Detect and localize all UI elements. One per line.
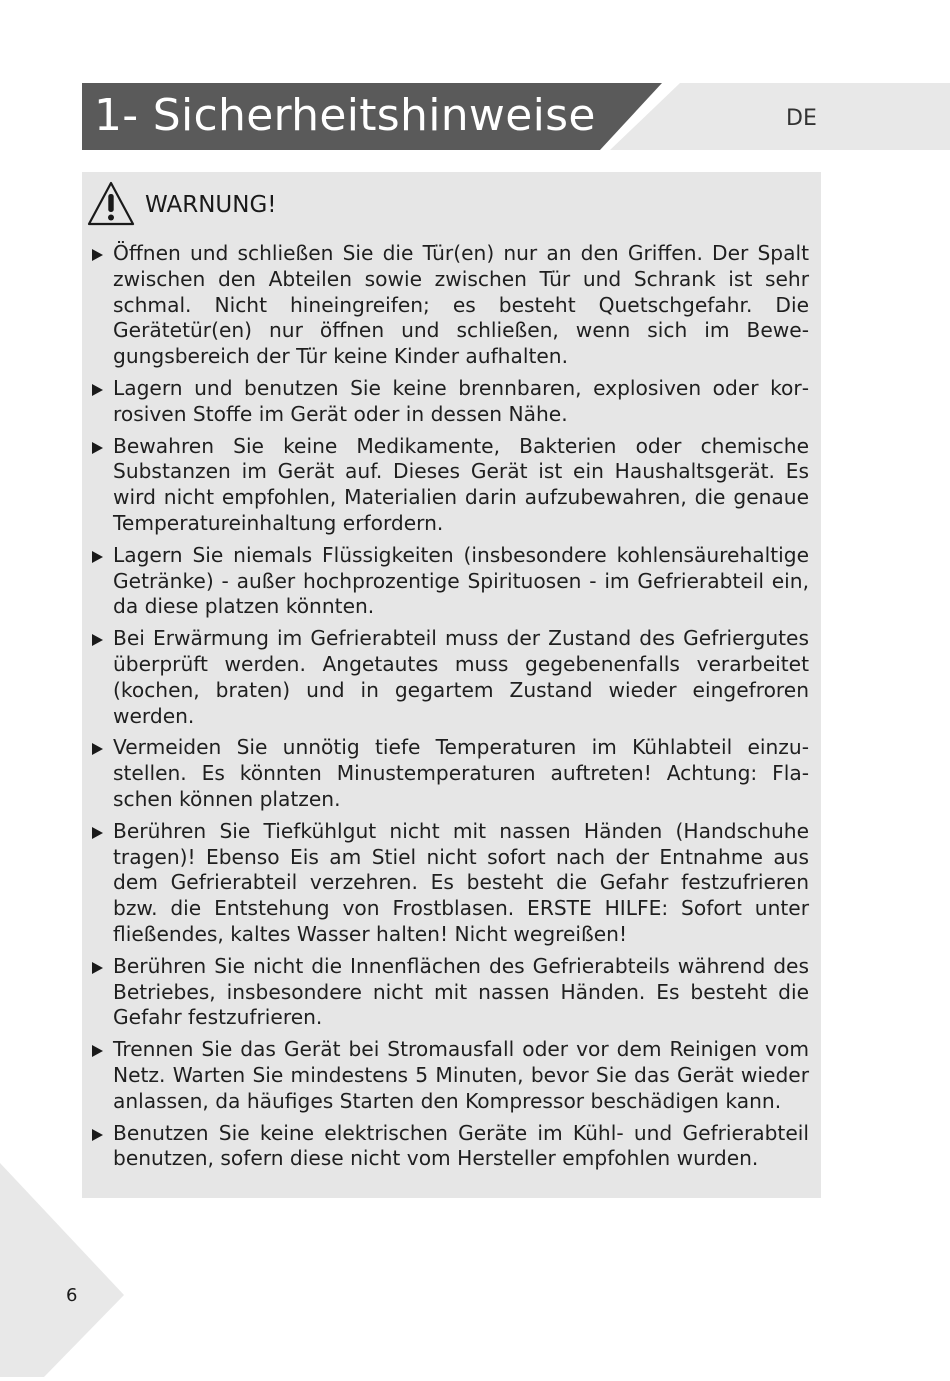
list-item xyxy=(92,819,809,948)
warning-triangle-icon xyxy=(86,180,136,228)
list-item-text: Lagern und benutzen Sie keine brennbaren, explosiven oder korrosiven Stoffe im Gerät oder in dessen Nähe. xyxy=(113,375,809,426)
bullet-icon xyxy=(92,249,103,261)
bullet-icon xyxy=(92,827,103,839)
bullet-icon xyxy=(92,551,103,563)
list-item-text: Öffnen und schließen Sie die Tür(en) nur an den Griffen. Der Spalt zwischen den Abteilen sowie zwischen Tür und Schrank ist sehr schmal. Nicht hineingreifen; es besteht Quetschgefahr. Die Gerätetür(en) nur öffnen und schließen, wenn sich im Bewegungsbereich der Tür keine Kinder aufhalten. xyxy=(113,241,809,369)
bullet-icon xyxy=(92,384,103,396)
list-item xyxy=(92,434,809,537)
list-item-text: Vermeiden Sie unnötig tiefe Temperaturen im Kühlabteil einzustellen. Es könnten Minustemperaturen auftreten! Achtung: Flaschen können platzen. xyxy=(113,735,809,811)
bullet-icon xyxy=(92,442,103,454)
bullet-icon xyxy=(92,962,103,974)
page-title: 1- Sicherheitshinweise xyxy=(94,90,596,141)
warning-title: WARNUNG! xyxy=(145,192,277,218)
list-item xyxy=(92,954,809,1031)
bullet-icon xyxy=(92,1129,103,1141)
bullet-icon xyxy=(92,634,103,646)
list-item xyxy=(92,626,809,729)
list-item xyxy=(92,376,809,428)
section-header-bar xyxy=(82,83,662,150)
language-label: DE xyxy=(786,106,817,131)
list-item xyxy=(92,241,809,370)
list-item xyxy=(92,543,809,620)
page-corner-shape xyxy=(0,1163,124,1377)
warning-list xyxy=(92,241,809,1178)
language-tab xyxy=(610,83,950,150)
list-item-text: Berühren Sie Tiefkühlgut nicht mit nassen Händen (Handschuhe tragen)! Ebenso Eis am Stiel nicht sofort nach der Entnahme aus dem Gefrierabteil verzehren. Es besteht die Gefahr festzufrieren bzw. die Entstehung von Frostblasen. ERSTE HILFE: Sofort unter fließendes, kaltes Wasser halten! Nicht wegreißen! xyxy=(113,818,809,946)
list-item-text: Bei Erwärmung im Gefrierabteil muss der Zustand des Gefriergutes überprüft werden. Angetautes muss gegebenenfalls verarbeitet (kochen, braten) und in gegartem Zustand wieder eingefroren werden. xyxy=(113,626,809,728)
list-item-text: Benutzen Sie keine elektrischen Geräte im Kühl- und Gefrierabteil benutzen, sofern diese nicht vom Hersteller empfohlen wurden. xyxy=(113,1120,809,1171)
list-item xyxy=(92,1121,809,1173)
list-item xyxy=(92,735,809,812)
page-number: 6 xyxy=(66,1285,78,1306)
list-item xyxy=(92,1037,809,1114)
list-item-text: Bewahren Sie keine Medikamente, Bakterien oder chemische Substanzen im Gerät auf. Dieses Gerät ist ein Haushaltsgerät. Es wird nicht empfohlen, Materialien darin aufzubewahren, die genaue Temperatureinhaltung erfordern. xyxy=(113,433,809,535)
bullet-icon xyxy=(92,1045,103,1057)
language-tab-shape xyxy=(610,83,950,150)
page-corner-tab xyxy=(0,1163,124,1377)
list-item-text: Trennen Sie das Gerät bei Stromausfall oder vor dem Reinigen vom Netz. Warten Sie mindestens 5 Minuten, bevor Sie das Gerät wieder anlassen, da häufiges Starten den Kompressor beschädigen kann. xyxy=(113,1037,809,1113)
bullet-icon xyxy=(92,743,103,755)
list-item-text: Lagern Sie niemals Flüssigkeiten (insbesondere kohlensäurehaltige Getränke) - außer hochprozentige Spirituosen - im Gefrierabteil ein, da diese platzen könnten. xyxy=(113,542,809,619)
list-item-text: Berühren Sie nicht die Innenflächen des Gefrierabteils während des Betriebes, insbesondere nicht mit nassen Händen. Es besteht die Gefahr festzufrieren. xyxy=(113,953,809,1030)
